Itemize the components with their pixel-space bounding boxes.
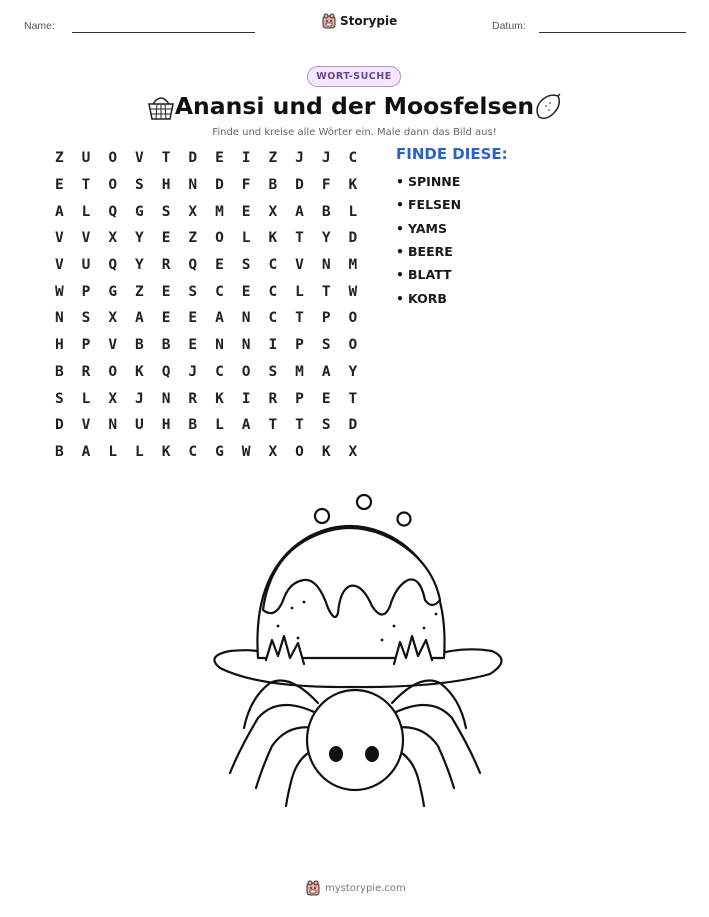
grid-letter[interactable]: C xyxy=(215,363,224,380)
grid-letter[interactable]: T xyxy=(295,417,304,434)
grid-letter[interactable]: F xyxy=(241,177,251,194)
grid-letter[interactable]: B xyxy=(135,337,144,354)
grid-letter[interactable]: Y xyxy=(348,363,358,380)
page-title: Anansi und der Moosfelsen xyxy=(174,92,535,120)
grid-letter[interactable]: I xyxy=(268,337,278,354)
grid-letter[interactable]: U xyxy=(81,150,91,167)
grid-letter[interactable]: S xyxy=(188,283,198,300)
grid-letter[interactable]: M xyxy=(348,257,358,274)
grid-letter[interactable]: L xyxy=(295,283,304,300)
bullet-icon: • xyxy=(396,220,404,236)
word-item xyxy=(396,286,461,309)
grid-letter[interactable]: R xyxy=(161,257,171,274)
grid-letter[interactable]: Z xyxy=(54,150,64,167)
grid-letter[interactable]: N xyxy=(188,177,198,194)
grid-letter[interactable]: C xyxy=(215,283,224,300)
grid-letter[interactable]: C xyxy=(268,257,278,274)
grid-letter[interactable]: N xyxy=(215,337,224,354)
grid-letter[interactable]: X xyxy=(348,443,358,460)
grid-letter[interactable]: Q xyxy=(161,363,171,380)
grid-letter[interactable]: L xyxy=(108,443,118,460)
grid-letter[interactable]: T xyxy=(295,310,304,327)
grid-letter[interactable]: E xyxy=(161,283,171,300)
grid-letter[interactable]: C xyxy=(348,150,358,167)
bullet-icon: • xyxy=(396,174,404,190)
grid-letter[interactable]: R xyxy=(268,390,278,407)
grid-letter[interactable]: Q xyxy=(188,257,198,274)
grid-letter[interactable]: X xyxy=(268,443,278,460)
grid-letter[interactable]: B xyxy=(54,443,64,460)
word-item xyxy=(396,263,461,286)
grid-letter[interactable]: E xyxy=(161,310,171,327)
grid-letter[interactable]: M xyxy=(215,203,224,220)
grid-letter[interactable]: E xyxy=(215,150,224,167)
grid-letter[interactable]: Q xyxy=(108,257,118,274)
grid-letter[interactable]: D xyxy=(295,177,304,194)
grid-letter[interactable]: G xyxy=(135,203,144,220)
grid-row xyxy=(46,359,366,386)
grid-letter[interactable]: L xyxy=(81,390,91,407)
brand-logo xyxy=(322,13,397,29)
grid-letter[interactable]: D xyxy=(215,177,224,194)
grid-letter[interactable]: R xyxy=(81,363,91,380)
footer-url: mystorypie.com xyxy=(325,882,406,894)
grid-letter[interactable]: Z xyxy=(135,283,144,300)
grid-letter[interactable]: Z xyxy=(188,230,198,247)
grid-row xyxy=(46,225,366,252)
word-text: SPINNE xyxy=(408,174,461,190)
grid-letter[interactable]: V xyxy=(81,417,91,434)
grid-letter[interactable]: X xyxy=(108,230,118,247)
find-these-heading: FINDE DIESE: xyxy=(396,145,508,163)
grid-row xyxy=(46,198,366,225)
grid-letter[interactable]: A xyxy=(135,310,144,327)
grid-letter[interactable]: P xyxy=(81,283,91,300)
bullet-icon: • xyxy=(396,267,404,283)
brand-name: Storypie xyxy=(340,14,398,28)
word-item xyxy=(396,240,461,263)
grid-letter[interactable]: K xyxy=(348,177,358,194)
footer xyxy=(306,880,406,896)
grid-letter[interactable]: N xyxy=(108,417,118,434)
grid-letter[interactable]: J xyxy=(188,363,198,380)
grid-letter[interactable]: K xyxy=(321,443,331,460)
grid-letter[interactable]: N xyxy=(161,390,171,407)
grid-letter[interactable]: T xyxy=(321,283,331,300)
grid-letter[interactable]: L xyxy=(241,230,251,247)
grid-letter[interactable]: X xyxy=(108,390,118,407)
date-label: Datum: xyxy=(492,20,526,32)
grid-letter[interactable]: S xyxy=(268,363,278,380)
grid-letter[interactable]: T xyxy=(268,417,278,434)
grid-letter[interactable]: D xyxy=(348,230,358,247)
grid-letter[interactable]: P xyxy=(295,337,304,354)
word-text: BLATT xyxy=(408,267,452,283)
grid-letter[interactable]: D xyxy=(188,150,198,167)
grid-letter[interactable]: D xyxy=(348,417,358,434)
grid-letter[interactable]: N xyxy=(241,337,251,354)
grid-letter[interactable]: W xyxy=(241,443,251,460)
word-list xyxy=(396,170,461,310)
grid-letter[interactable]: A xyxy=(215,310,224,327)
grid-letter[interactable]: J xyxy=(321,150,331,167)
grid-letter[interactable]: V xyxy=(295,257,304,274)
grid-letter[interactable]: E xyxy=(188,310,198,327)
word-text: YAMS xyxy=(408,220,447,236)
grid-letter[interactable]: X xyxy=(188,203,198,220)
grid-letter[interactable]: O xyxy=(215,230,224,247)
grid-letter[interactable]: Q xyxy=(108,203,118,220)
grid-letter[interactable]: I xyxy=(241,150,251,167)
storypie-mascot-icon xyxy=(322,13,336,29)
grid-letter[interactable]: M xyxy=(295,363,304,380)
grid-letter[interactable]: A xyxy=(54,203,64,220)
grid-row xyxy=(46,305,366,332)
word-item xyxy=(396,193,461,216)
grid-letter[interactable]: G xyxy=(108,283,118,300)
grid-letter[interactable]: Y xyxy=(135,230,144,247)
grid-row xyxy=(46,412,366,439)
grid-letter[interactable]: S xyxy=(54,390,64,407)
grid-letter[interactable]: K xyxy=(161,443,171,460)
grid-letter[interactable]: C xyxy=(188,443,198,460)
grid-letter[interactable]: E xyxy=(161,230,171,247)
grid-letter[interactable]: X xyxy=(108,310,118,327)
grid-row xyxy=(46,252,366,279)
grid-letter[interactable]: O xyxy=(348,337,358,354)
grid-letter[interactable]: E xyxy=(241,283,251,300)
grid-letter[interactable]: G xyxy=(215,443,224,460)
grid-letter[interactable]: O xyxy=(108,363,118,380)
word-text: KORB xyxy=(408,290,447,306)
grid-letter[interactable]: Y xyxy=(321,230,331,247)
bullet-icon: • xyxy=(396,197,404,213)
grid-letter[interactable]: V xyxy=(54,230,64,247)
grid-letter[interactable]: K xyxy=(268,230,278,247)
grid-letter[interactable]: B xyxy=(188,417,198,434)
letter-grid[interactable] xyxy=(46,145,366,465)
grid-letter[interactable]: Y xyxy=(135,257,144,274)
grid-letter[interactable]: D xyxy=(54,417,64,434)
grid-letter[interactable]: O xyxy=(348,310,358,327)
grid-letter[interactable]: T xyxy=(161,150,171,167)
grid-letter[interactable]: A xyxy=(241,417,251,434)
grid-letter[interactable]: O xyxy=(241,363,251,380)
grid-letter[interactable]: S xyxy=(161,203,171,220)
grid-letter[interactable]: I xyxy=(241,390,251,407)
bullet-icon: • xyxy=(396,290,404,306)
grid-letter[interactable]: E xyxy=(321,390,331,407)
grid-letter[interactable]: H xyxy=(161,417,171,434)
grid-letter[interactable]: P xyxy=(81,337,91,354)
grid-row xyxy=(46,385,366,412)
grid-letter[interactable]: L xyxy=(348,203,358,220)
grid-letter[interactable]: S xyxy=(321,337,331,354)
grid-letter[interactable]: S xyxy=(241,257,251,274)
grid-letter[interactable]: C xyxy=(268,283,278,300)
grid-letter[interactable]: S xyxy=(321,417,331,434)
grid-letter[interactable]: P xyxy=(321,310,331,327)
grid-letter[interactable]: E xyxy=(54,177,64,194)
grid-letter[interactable]: B xyxy=(161,337,171,354)
grid-letter[interactable]: U xyxy=(81,257,91,274)
grid-letter[interactable]: O xyxy=(108,177,118,194)
grid-row xyxy=(46,278,366,305)
grid-letter[interactable]: K xyxy=(135,363,144,380)
word-text: FELSEN xyxy=(408,197,462,213)
grid-letter[interactable]: E xyxy=(241,203,251,220)
grid-row xyxy=(46,145,366,172)
grid-letter[interactable]: O xyxy=(108,150,118,167)
grid-row xyxy=(46,332,366,359)
grid-letter[interactable]: L xyxy=(135,443,144,460)
grid-letter[interactable]: N xyxy=(241,310,251,327)
grid-letter[interactable]: B xyxy=(321,203,331,220)
grid-letter[interactable]: E xyxy=(188,337,198,354)
grid-letter[interactable]: V xyxy=(135,150,144,167)
grid-letter[interactable]: U xyxy=(135,417,144,434)
date-line[interactable] xyxy=(539,32,686,33)
grid-letter[interactable]: K xyxy=(215,390,224,407)
grid-letter[interactable]: H xyxy=(54,337,64,354)
grid-letter[interactable]: N xyxy=(54,310,64,327)
grid-letter[interactable]: V xyxy=(81,230,91,247)
grid-letter[interactable]: L xyxy=(215,417,224,434)
word-search-badge: WORT-SUCHE xyxy=(307,66,401,87)
name-label: Name: xyxy=(24,20,55,32)
grid-letter[interactable]: S xyxy=(135,177,144,194)
grid-letter[interactable]: C xyxy=(268,310,278,327)
grid-row xyxy=(46,439,366,466)
instructions: Finde und kreise alle Wörter ein. Male dann das Bild aus! xyxy=(212,127,497,138)
grid-letter[interactable]: Z xyxy=(268,150,278,167)
grid-letter[interactable]: T xyxy=(348,390,358,407)
grid-letter[interactable]: A xyxy=(321,363,331,380)
word-item xyxy=(396,217,461,240)
lemon-icon xyxy=(534,92,562,122)
grid-row xyxy=(46,172,366,199)
grid-letter[interactable]: J xyxy=(135,390,144,407)
name-line[interactable] xyxy=(72,32,255,33)
grid-letter[interactable]: B xyxy=(268,177,278,194)
bullet-icon: • xyxy=(396,244,404,260)
grid-letter[interactable]: A xyxy=(81,443,91,460)
grid-letter[interactable]: O xyxy=(295,443,304,460)
grid-letter[interactable]: W xyxy=(54,283,64,300)
grid-letter[interactable]: T xyxy=(81,177,91,194)
grid-letter[interactable]: V xyxy=(108,337,118,354)
grid-letter[interactable]: J xyxy=(295,150,304,167)
grid-letter[interactable]: B xyxy=(54,363,64,380)
spider-on-rock-illustration[interactable] xyxy=(200,488,510,818)
grid-letter[interactable]: W xyxy=(348,283,358,300)
grid-letter[interactable]: N xyxy=(321,257,331,274)
grid-letter[interactable]: S xyxy=(81,310,91,327)
grid-letter[interactable]: H xyxy=(161,177,171,194)
grid-letter[interactable]: L xyxy=(81,203,91,220)
storypie-mascot-icon xyxy=(306,880,320,896)
grid-letter[interactable]: A xyxy=(295,203,304,220)
grid-letter[interactable]: E xyxy=(215,257,224,274)
grid-letter[interactable]: X xyxy=(268,203,278,220)
grid-letter[interactable]: T xyxy=(295,230,304,247)
grid-letter[interactable]: V xyxy=(54,257,64,274)
grid-letter[interactable]: F xyxy=(321,177,331,194)
grid-letter[interactable]: R xyxy=(188,390,198,407)
word-item xyxy=(396,170,461,193)
grid-letter[interactable]: P xyxy=(295,390,304,407)
word-text: BEERE xyxy=(408,244,453,260)
